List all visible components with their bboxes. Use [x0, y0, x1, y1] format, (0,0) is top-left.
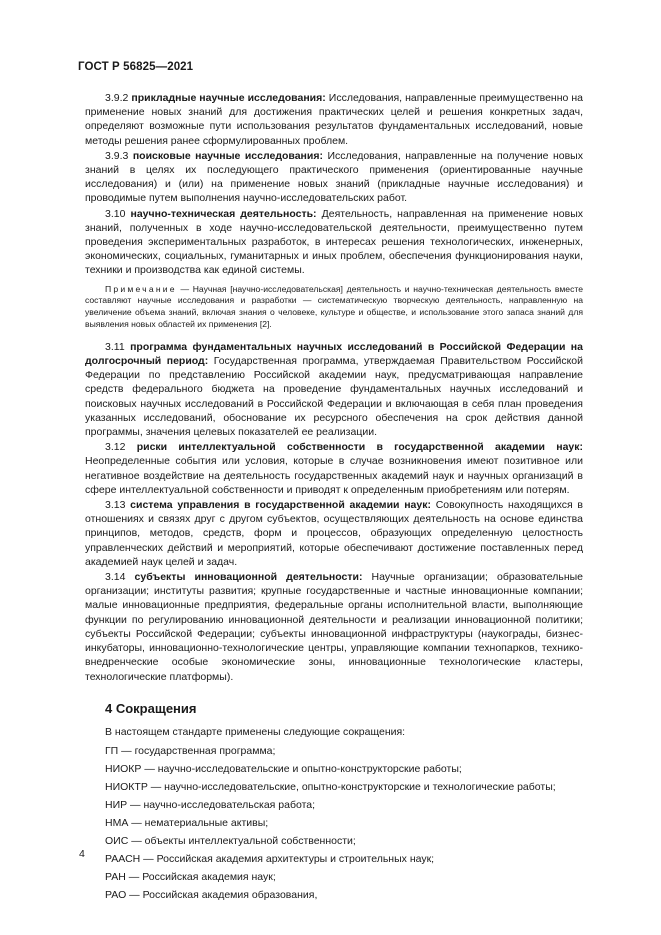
definition-number: 3.14: [105, 571, 126, 584]
abbreviation-item: РАН — Российская академия наук;: [105, 870, 276, 883]
definition-3-9-2: [85, 91, 583, 148]
note-label: Примечание: [105, 283, 177, 294]
definition-number: 3.13: [105, 499, 126, 512]
definition-text: Совокупность находящихся в отношениях и связях друг с другом субъектов, осуществляющих деятельность на основе единства принципов, методов, средств, форм и процессов, образующих определенную целостность управленческих действий и мероприятий, которые обеспечивают достижение поставленных перед академией наук целей и задач.: [85, 499, 583, 568]
definition-3-9-3: [85, 149, 583, 206]
abbreviation-list: [85, 744, 583, 902]
definition-term: система управления в государственной академии наук:: [130, 499, 431, 512]
abbreviation-item: ГП — государственная программа;: [105, 744, 276, 757]
definition-number: 3.9.3: [105, 149, 129, 162]
definition-text: Научные организации; образовательные организации; институты развития; крупные государственные и частные инновационные компании; малые инновационные предприятия, федеральные органы исполнительной власти, выполняющие функции по регулированию инновационной деятельности и реализации инновационной политики; субъекты Российской Федерации; субъекты инновационной инфраструктуры (наукограды, бизнес-инкубаторы, инновационно-технологические центры, управляющие компании технопарков, технико-внедренческие особые экономические зоны, инновационные технологические кластеры, технологические платформы).: [85, 571, 584, 683]
definition-term: программа фундаментальных научных исследований в Российской Федерации на долгосрочный период:: [85, 340, 583, 368]
abbreviation-item: ОИС — объекты интеллектуальной собственности;: [105, 834, 356, 847]
abbreviation-item: РААСН — Российская академия архитектуры и строительных наук;: [105, 852, 435, 865]
definition-text: Неопределенные события или условия, которые в случае возникновения имеют позитивное или негативное воздействие на деятельность государственных академий наук и научных организаций в сфере интеллектуальной собственности и приводят к определенным приобретениям или потерям.: [85, 455, 583, 496]
definition-term: поисковые научные исследования:: [132, 149, 323, 162]
definition-number: 3.10: [105, 207, 126, 220]
definition-3-14: [85, 570, 583, 684]
definition-term: научно-техническая деятельность:: [130, 207, 317, 220]
section-4-title: 4 Сокращения: [105, 700, 197, 716]
section-4-intro: В настоящем стандарте применены следующие сокращения:: [105, 725, 406, 738]
definition-term: риски интеллектуальной собственности в государственной академии наук:: [136, 441, 584, 454]
abbreviation-item: НИОКР — научно-исследовательские и опытно-конструкторские работы;: [105, 762, 462, 775]
definition-number: 3.9.2: [105, 92, 129, 104]
abbreviation-item: РАО — Российская академия образования,: [105, 888, 318, 901]
definition-text: Исследования, направленные преимущественно на применение новых знаний для достижения практических целей и решения конкретных задач, определяют возможные пути использования результатов фундаментальных исследований, новые методы решения ранее сформулированных проблем.: [85, 92, 584, 147]
definition-text: Деятельность, направленная на применение новых знаний, полученных в ходе научно-исследовательской деятельности, преимущественно путем проведения экспериментальных разработок, в интересах решения технологических, инженерных, экономических, социальных, гуманитарных и иных проблем, обеспечения функционирования науки, техники и производства как единой системы.: [85, 207, 584, 277]
definition-term: прикладные научные исследования:: [131, 92, 326, 104]
note-text: — Научная [научно-исследовательская] деятельность и научно-техническая деятельность вместе составляют научные исследования и разработки — систематическую творческую деятельность, направленную на увеличение объема знаний, включая знания о человеке, культуре и обществе, и использование этого запаса знаний для выявления новых областей их применения [2].: [85, 283, 584, 330]
definition-text: Государственная программа, утверждаемая Правительством Российской Федерации по представлению Российской академии наук, предусматривающая направление средств федерального бюджета на проведение фундаментальных научных исследований и поисковых научных исследований в Российской Федерации и включающая в себя план проведения указанных исследований, обоснование их ресурсного обеспечения на срок действия данной программы, значения целевых показателей ее реализации.: [85, 355, 584, 439]
definition-3-13: [85, 498, 583, 569]
definition-3-10: [85, 207, 583, 278]
definition-text: Исследования, направленные на получение новых знаний в целях их последующего практического применения (ориентированные научные исследования) и (или) на применение новых знаний (прикладные научные исследования) и проводимые путем выполнения научно-исследовательских работ.: [85, 149, 583, 205]
page-content: [85, 91, 583, 906]
document-header: ГОСТ Р 56825—2021: [78, 61, 194, 73]
abbreviation-item: НИОКТР — научно-исследовательские, опытно-конструкторские и технологические работы;: [105, 780, 556, 793]
definition-number: 3.11: [105, 340, 125, 353]
abbreviation-item: НМА — нематериальные активы;: [105, 816, 269, 829]
definition-3-11: [85, 340, 583, 439]
definition-number: 3.12: [105, 441, 126, 454]
note: [85, 284, 583, 331]
definition-term: субъекты инновационной деятельности:: [134, 571, 363, 584]
page-number: 4: [79, 848, 85, 860]
definition-3-12: [85, 440, 583, 497]
abbreviation-item: НИР — научно-исследовательская работа;: [105, 798, 316, 811]
